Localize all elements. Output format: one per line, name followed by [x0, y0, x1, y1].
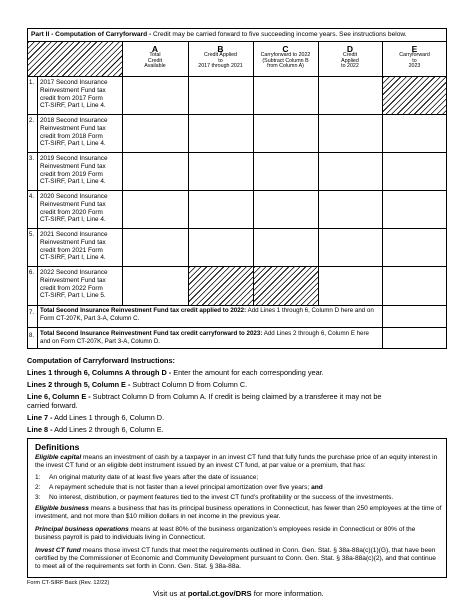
def-eligible-capital-text: means an investment of cash by a taxpayer in an invest CT fund that fully funds the purchase price of an equity interest in the invest CT fund or an eligible debt instrument issued by an invest CT fund, at par value or a premium, that has:: [35, 454, 438, 470]
row6-desc: 2022 Second Insurance Reinvestment Fund tax credit from 2022 Form CT-SIRF, Part I, Line 5.: [40, 269, 108, 300]
instruction-3-cont-text: carried forward.: [27, 401, 78, 410]
instruction-4: [27, 413, 164, 422]
def-eligible-capital: [35, 454, 443, 470]
col-e-header: [382, 45, 447, 70]
hline-r1: [27, 114, 447, 115]
r1-col-e-hatch: [383, 77, 446, 114]
col-d-line3: to 2022: [341, 63, 359, 70]
col-e-letter: E: [411, 44, 418, 54]
row2-desc: 2018 Second Insurance Reinvestment Fund tax credit from 2018 Form CT-SIRF, Part I, Line 4.: [40, 117, 108, 148]
row5-desc: 2021 Second Insurance Reinvestment Fund tax credit from 2021 Form CT-SIRF, Part I, Line 4.: [40, 231, 108, 262]
instruction-4-text: Add Lines 1 through 6, Column D.: [52, 413, 165, 422]
col-c-line2: (Subtract Column B: [262, 57, 309, 64]
col-a-line1: Total: [149, 52, 161, 58]
visit-suffix: for more information.: [251, 589, 324, 598]
col-b-line1: Credit Applied: [204, 52, 237, 58]
col-d-line1: Credit: [342, 52, 358, 58]
part2-title-bold: Part II - Computation of Carryforward -: [31, 31, 152, 38]
col-b-line2: to: [218, 57, 223, 64]
col-a-line3: Available: [144, 63, 166, 70]
col-a-letter: A: [151, 44, 159, 54]
def-principal-ops: [35, 526, 443, 542]
row1-num: 1.: [29, 80, 35, 86]
col-e-line1: Carryforward: [399, 52, 430, 58]
row2-num: 2.: [29, 118, 35, 124]
def-eligible-business-text: means a business that has its principal business operations in Connecticut, has fewer than 250 employees at the time of investment, and not more than $10 million dollars in net income in the previous year.: [35, 505, 442, 521]
def-eligible-capital-term: Eligible capital: [35, 454, 82, 461]
col-b-line3: 2017 through 2021: [198, 63, 243, 70]
visit-line: [153, 589, 324, 598]
row8-rest: Add Lines 2 through 6, Column E here and on Form CT-207K, Part 3-A, Column D.: [40, 330, 369, 345]
instruction-3-text: Subtract Column D from Column A. If credit is being claimed by a transferee it may not be: [90, 392, 382, 401]
col-b-letter: B: [217, 44, 224, 54]
def-principal-ops-term: Principal business operations: [35, 526, 129, 533]
row7-bold: Total Second Insurance Reinvestment Fund tax credit applied to 2022:: [40, 307, 247, 314]
instruction-5-text: Add Lines 2 through 6, Column E.: [52, 425, 164, 434]
instruction-1: [27, 368, 324, 377]
def-list-3-text: No interest, distribution, or payment features tied to the invest CT fund’s profitability or the success of the investments.: [49, 494, 394, 501]
instruction-5: [27, 425, 164, 434]
part2-title: [31, 31, 407, 38]
instruction-3-cont: [27, 401, 78, 410]
col-d-header: [318, 45, 382, 70]
def-list-2-text: A repayment schedule that is not faster than a level principal amortization over five years;: [49, 484, 310, 491]
instruction-1-bold: Lines 1 through 6, Columns A through D -: [27, 368, 172, 377]
col-a-header: [122, 45, 188, 70]
r6-col-b-hatch: [189, 267, 253, 305]
col-d-line2: Applied: [341, 57, 359, 64]
form-id: Form CT-SIRF Back (Rev. 12/22): [27, 580, 110, 586]
instructions-heading: Computation of Carryforward Instructions:: [27, 356, 175, 365]
col-e-line3: 2023: [408, 63, 421, 70]
def-list-1-num: 1:: [35, 474, 41, 481]
def-list-2-num: 2:: [35, 484, 41, 491]
def-list-item-2: [35, 484, 443, 492]
definitions-heading: Definitions: [35, 442, 80, 452]
row4-desc: 2020 Second Insurance Reinvestment Fund tax credit from 2020 Form CT-SIRF, Part I, Line 4.: [40, 193, 108, 224]
row1-desc: 2017 Second Insurance Reinvestment Fund tax credit from 2017 Form CT-SIRF, Part I, Line 4.: [40, 79, 108, 110]
col-b-header: [188, 45, 253, 70]
row7-desc: [40, 307, 380, 322]
col-e-line2: to: [412, 57, 417, 64]
hline-r7: [27, 327, 447, 328]
part2-title-note: Credit may be carried forward to five succeeding income years. See instructions below.: [153, 31, 407, 38]
instruction-1-text: Enter the amount for each corresponding year.: [171, 368, 324, 377]
instruction-4-bold: Line 7 -: [27, 413, 53, 422]
hline-r2: [27, 152, 447, 153]
def-list-item-3: [35, 494, 443, 502]
col-c-letter: C: [282, 44, 289, 54]
def-invest-ct-text: means those invest CT funds that meet the requirements outlined in Conn. Gen. Stat. § 38a-88a(c)(1)(G), that have been certified by the Commissioner of Economic and Community Development pursuant to Conn. Gen. Stat. § 38a-88a(c)(2), and that continue to meet all of the requirements set forth in Conn. Gen. Stat. § 38a-88a.: [35, 547, 436, 571]
row8-num: 8.: [29, 333, 35, 339]
r6-col-c-hatch: [254, 267, 318, 305]
col-c-line1: Carryforward to 2022: [260, 52, 311, 58]
row3-num: 3.: [29, 156, 35, 162]
row5-num: 5.: [29, 232, 35, 238]
instruction-3: [27, 392, 381, 401]
row6-num: 6.: [29, 270, 35, 276]
def-eligible-business-term: Eligible business: [35, 505, 89, 512]
row3-desc: 2019 Second Insurance Reinvestment Fund tax credit from 2019 Form CT-SIRF, Part I, Line 4.: [40, 155, 108, 186]
col-c-header: [253, 45, 318, 70]
instruction-2-bold: Lines 2 through 5, Column E -: [27, 380, 131, 389]
col-a-line2: Credit: [147, 57, 163, 64]
hline-r6: [27, 305, 447, 306]
visit-prefix: Visit us at: [153, 589, 188, 598]
def-invest-ct-term: Invest CT fund: [35, 547, 81, 554]
row4-num: 4.: [29, 194, 35, 200]
row7-rest: Add Lines 1 through 6, Column D here and on Form CT-207K, Part 3-A, Column C.: [40, 307, 374, 322]
def-invest-ct: [35, 547, 443, 571]
hline-r4: [27, 228, 447, 229]
hline-r3: [27, 190, 447, 191]
row8-bold: Total Second Insurance Reinvestment Fund tax credit carryforward to 2023:: [40, 330, 263, 337]
def-list-2-bold-tail: and: [309, 484, 323, 491]
col-c-line3: from Column A): [267, 63, 304, 70]
instruction-2: [27, 380, 247, 389]
vline-num: [37, 76, 38, 349]
col-d-letter: D: [346, 44, 354, 54]
instruction-2-text: Subtract Column D from Column C.: [130, 380, 248, 389]
instruction-5-bold: Line 8 -: [27, 425, 53, 434]
def-principal-ops-text: means at least 80% of the business organization’s employees reside in Connecticut or 80% of the business payroll is paid to individuals living in Connecticut.: [35, 526, 416, 542]
visit-url[interactable]: portal.ct.gov/DRS: [187, 589, 252, 598]
def-list-1-text: An original maturity date of at least five years after the date of issuance;: [49, 474, 259, 481]
def-list-3-num: 3:: [35, 494, 41, 501]
header-hatch: [28, 42, 122, 76]
row8-desc: [40, 330, 380, 345]
def-eligible-business: [35, 505, 443, 521]
def-list-item-1: [35, 474, 443, 482]
instruction-3-bold: Line 6, Column E -: [27, 392, 91, 401]
row7-num: 7.: [29, 310, 35, 316]
